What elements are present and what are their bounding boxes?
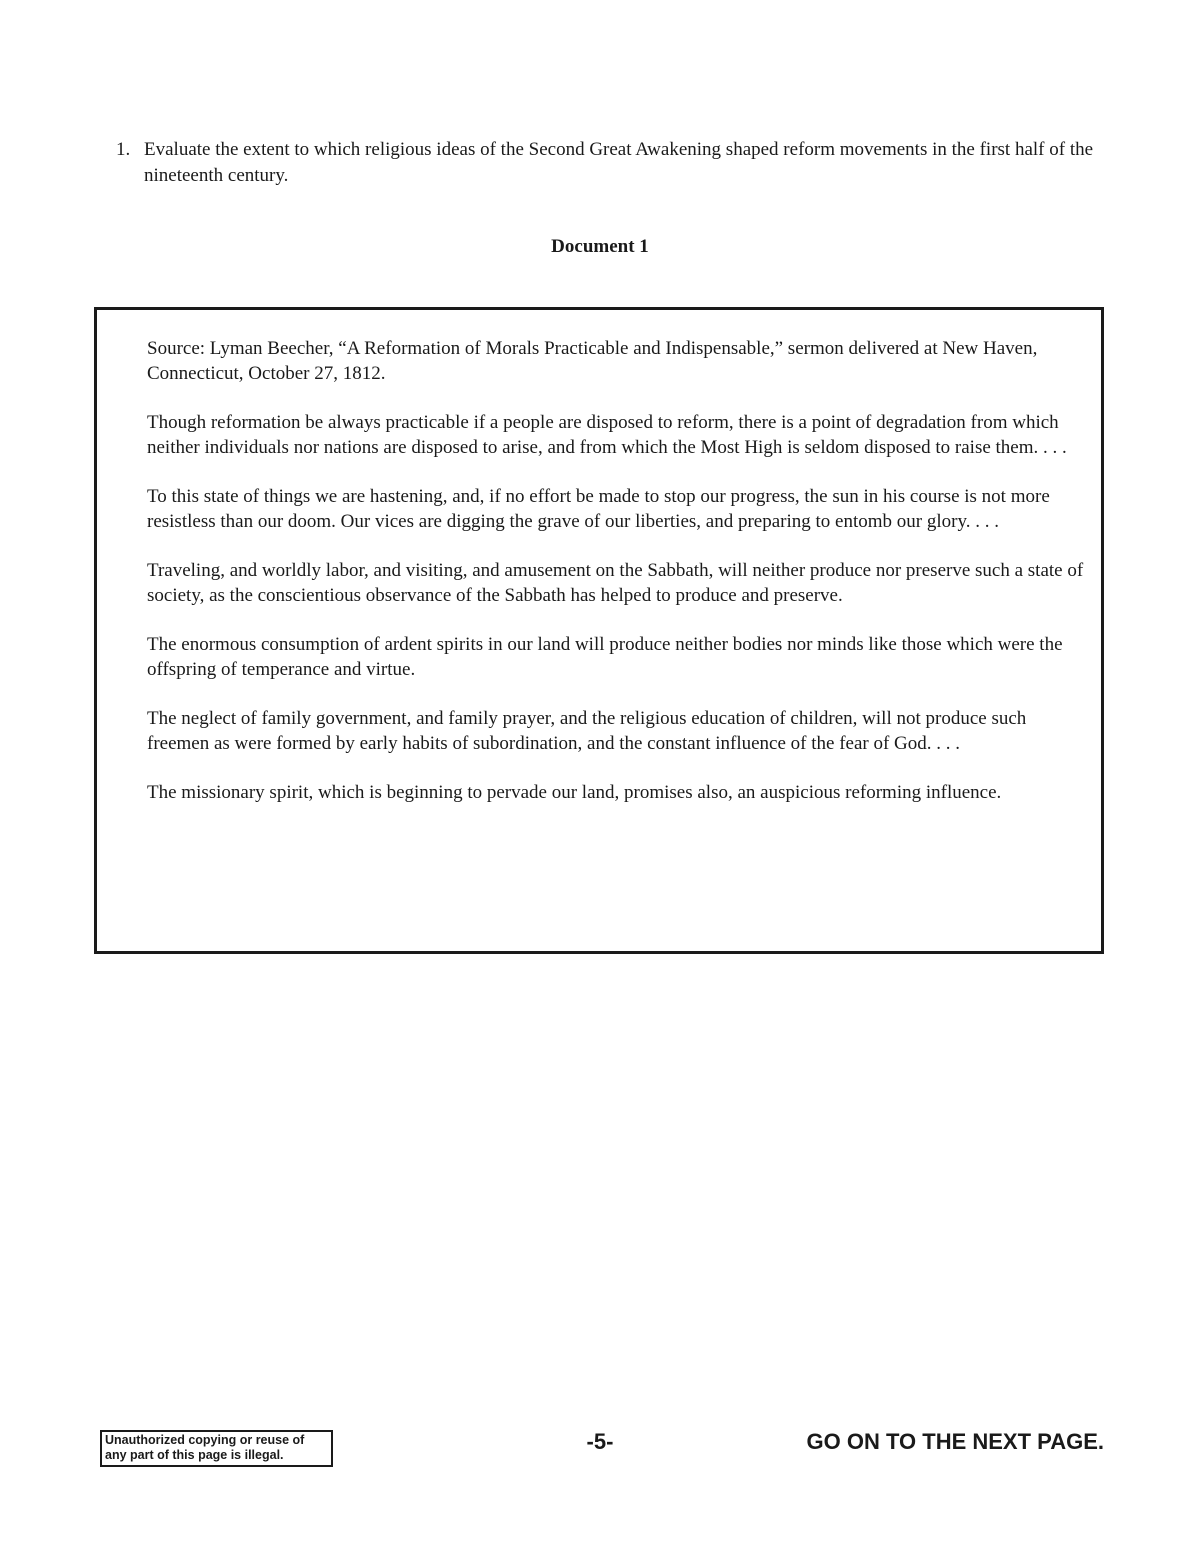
document-paragraph: The neglect of family government, and family prayer, and the religious education of children, will not produce such freemen as were formed by early habits of subordination, and the constant influence of the fear of God. . . . bbox=[147, 708, 1027, 754]
document-box bbox=[94, 307, 1104, 954]
next-page-instruction: GO ON TO THE NEXT PAGE. bbox=[806, 1429, 1104, 1454]
copyright-notice bbox=[100, 1430, 333, 1467]
document-paragraph: Traveling, and worldly labor, and visiting, and amusement on the Sabbath, will neither produce nor preserve such a state of society, as the conscientious observance of the Sabbath has helped to produce and preserve. bbox=[147, 560, 1084, 606]
document-source: Source: Lyman Beecher, “A Reformation of Morals Practicable and Indispensable,” sermon delivered at New Haven, Connecticut, October 27, 1812. bbox=[147, 338, 1038, 384]
document-paragraph: Though reformation be always practicable if a people are disposed to reform, there is a point of degradation from which neither individuals nor nations are disposed to arise, and from which the Most High is seldom disposed to raise them. . . . bbox=[147, 412, 1067, 458]
question-number: 1. bbox=[116, 139, 131, 160]
document-heading: Document 1 bbox=[551, 236, 649, 257]
page-number: -5- bbox=[586, 1429, 614, 1454]
copyright-notice-line: any part of this page is illegal. bbox=[105, 1448, 284, 1462]
document-paragraph: The enormous consumption of ardent spirits in our land will produce neither bodies nor minds like those which were the offspring of temperance and virtue. bbox=[147, 634, 1063, 680]
document-paragraph: The missionary spirit, which is beginning to pervade our land, promises also, an auspicious reforming influence. bbox=[147, 782, 1002, 803]
copyright-notice-line: Unauthorized copying or reuse of bbox=[105, 1433, 305, 1447]
document-content bbox=[147, 336, 1092, 829]
question bbox=[116, 137, 1096, 189]
question-text: Evaluate the extent to which religious ideas of the Second Great Awakening shaped reform movements in the first half of the nineteenth century. bbox=[144, 139, 1094, 186]
document-paragraph: To this state of things we are hastening, and, if no effort be made to stop our progress, the sun in his course is not more resistless than our doom. Our vices are digging the grave of our liberties, and preparing to entomb our glory. . . . bbox=[147, 486, 1050, 532]
